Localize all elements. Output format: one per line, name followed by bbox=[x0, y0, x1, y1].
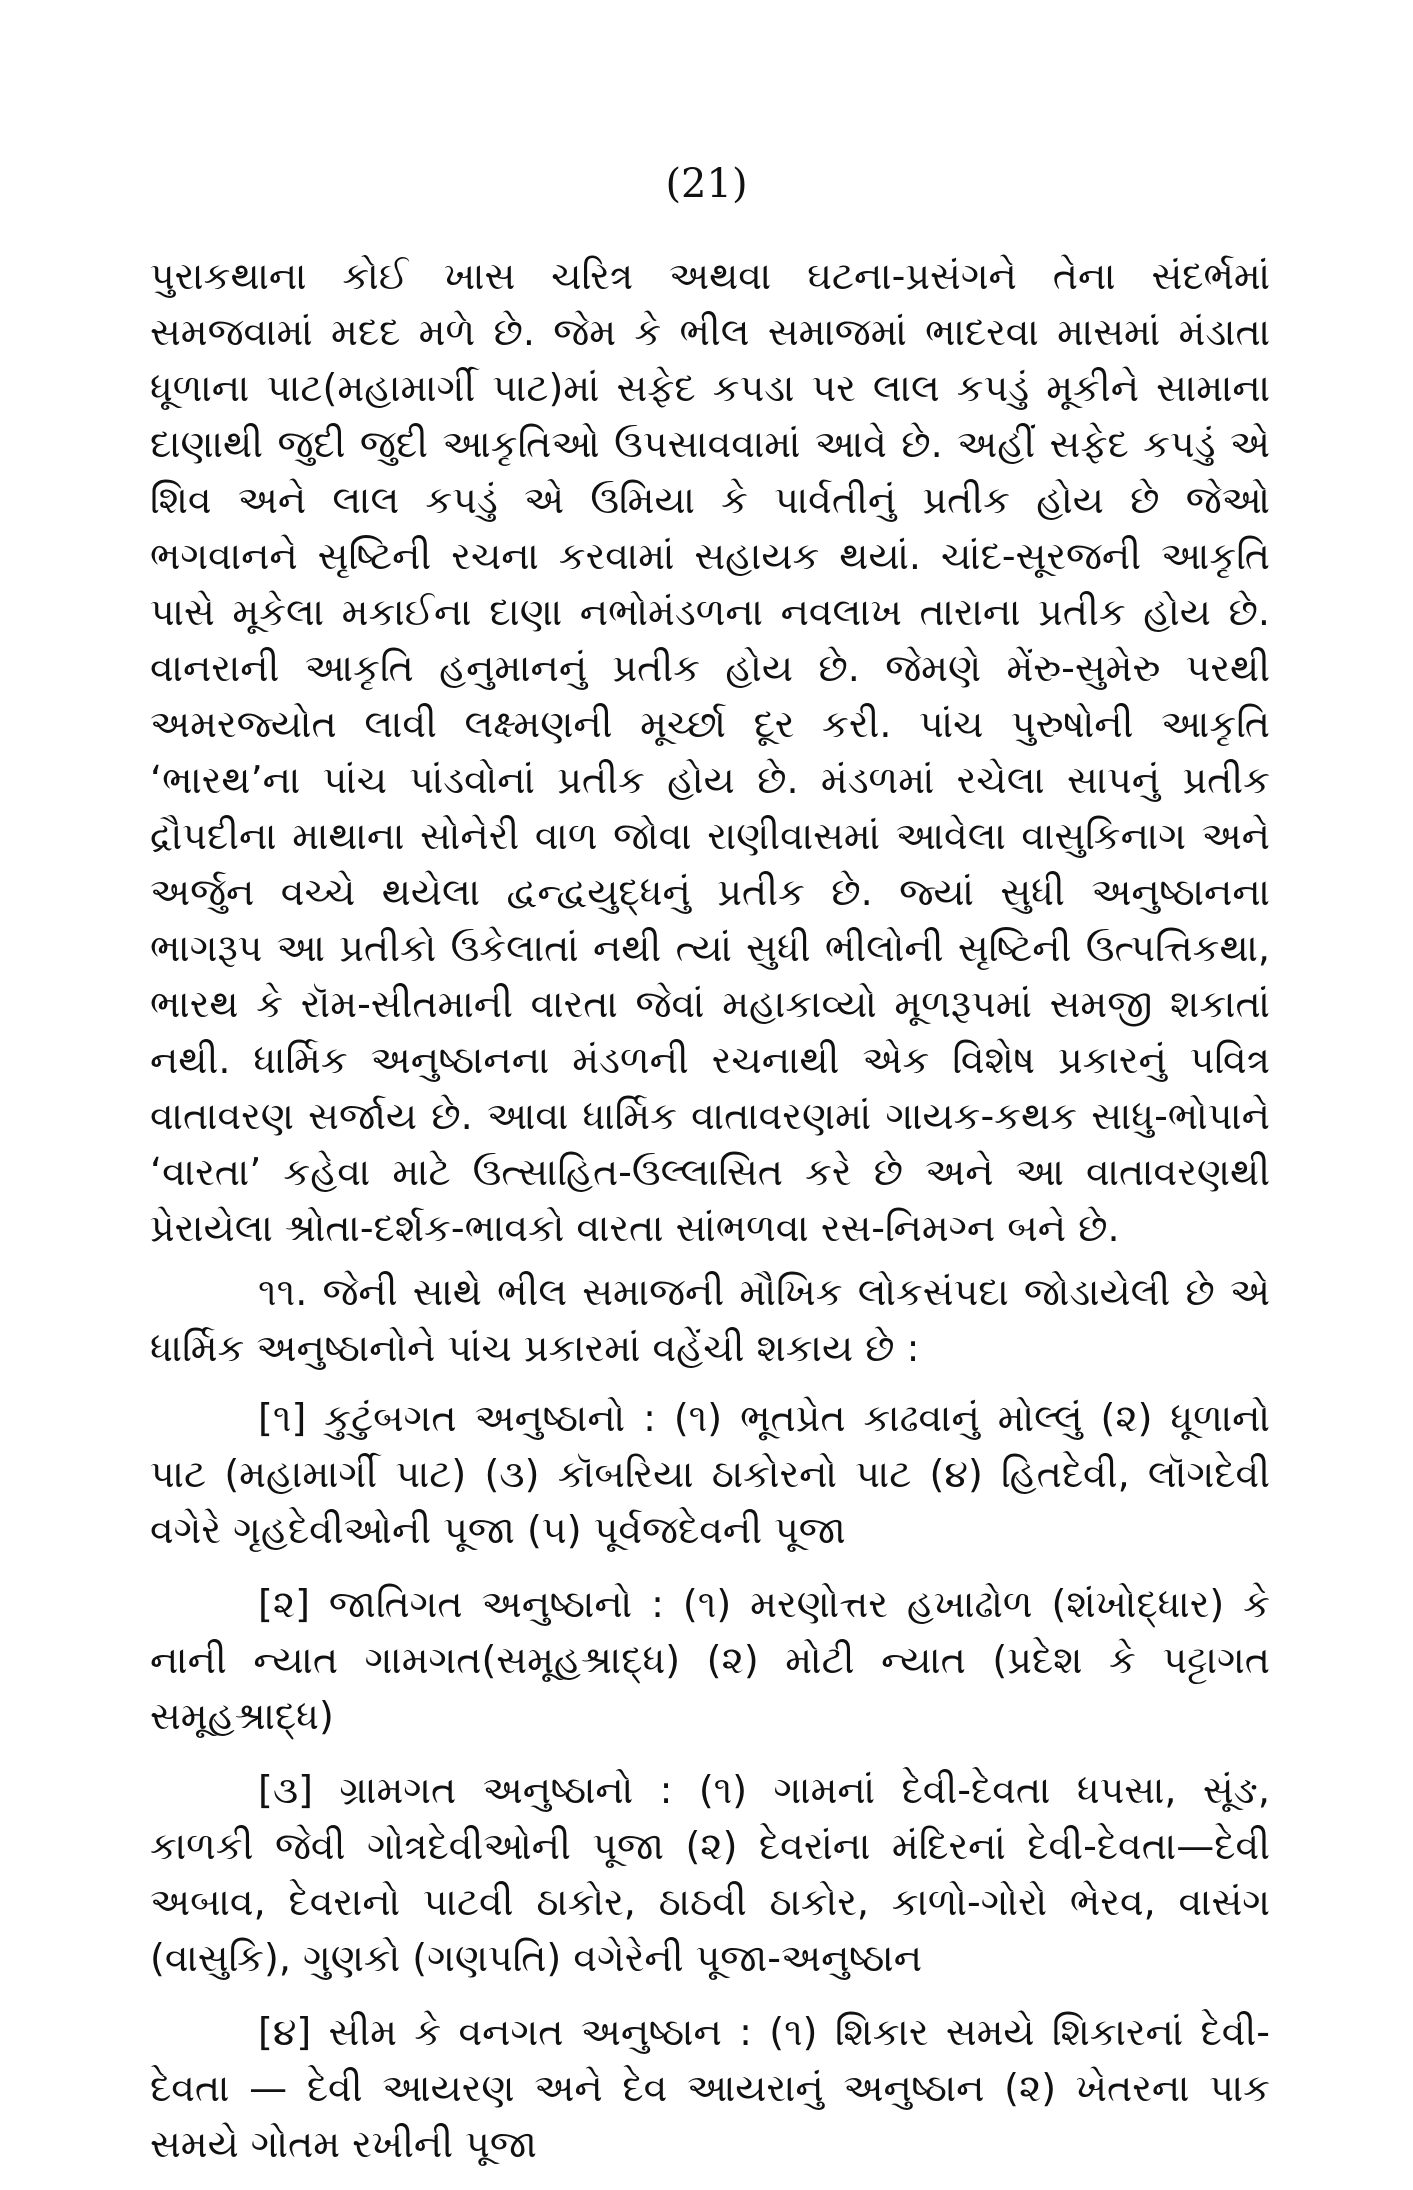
page-body bbox=[150, 248, 1270, 2190]
list-item-family-rituals: [૧] કુટુંબગત અનુષ્ઠાનો : (૧) ભૂતપ્રેત કાઢવાનું મોલ્લું (૨) ધૂળાનો પાટ (મહામાર્ગી પાટ) (૩) કૉબરિયા ઠાકોરનો પાટ (૪) હિતદેવી, લૉગદેવી વગેરે ગૃહદેવીઓની પૂજા (૫) પૂર્વજદેવની પૂજા bbox=[150, 1396, 1270, 1552]
list-item-village-rituals: [૩] ગ્રામગત અનુષ્ઠાનો : (૧) ગામનાં દેવી-દેવતા ધપસા, સૂંઙ, કાળકી જેવી ગોત્રદેવીઓની પૂજા (૨) દેવરાંના મંદિરનાં દેવી-દેવતા—દેવી અબાવ, દેવરાનો પાટવી ઠાકોર, ઠાઠવી ઠાકોર, કાળો-ગોરો ભેરવ, વાસંગ (વાસુકિ), ગુણકો (ગણપતિ) વગેરેની પૂજા-અનુષ્ઠાન bbox=[150, 1768, 1270, 1980]
intro-paragraph: પુરાકથાના કોઈ ખાસ ચરિત્ર અથવા ઘટના-પ્રસંગને તેના સંદર્ભમાં સમજવામાં મદદ મળે છે. જેમ કે ભીલ સમાજમાં ભાદરવા માસમાં મંડાતા ધૂળાના પાટ(મહામાર્ગી પાટ)માં સફેદ કપડા પર લાલ કપડું મૂકીને સામાના દાણાથી જુદી જુદી આકૃતિઓ ઉપસાવવામાં આવે છે. અહીં સફેદ કપડું એ શિવ અને લાલ કપડું એ ઉમિયા કે પાર્વતીનું પ્રતીક હોય છે જેઓ ભગવાનને સૃષ્ટિની રચના કરવામાં સહાયક થયાં. ચાંદ-સૂરજની આકૃતિ પાસે મૂકેલા મકાઈના દાણા નભોમંડળના નવલાખ તારાના પ્રતીક હોય છે. વાનરાની આકૃતિ હનુમાનનું પ્રતીક હોય છે. જેમણે મેંરુ-સુમેરુ પરથી અમરજ્યોત લાવી લક્ષ્મણની મૂર્ચ્છા દૂર કરી. પાંચ પુરુષોની આકૃતિ ‘ભારથ’ના પાંચ પાંડવોનાં પ્રતીક હોય છે. મંડળમાં રચેલા સાપનું પ્રતીક દ્રૌપદીના માથાના સોનેરી વાળ જોવા રાણીવાસમાં આવેલા વાસુકિનાગ અને અર્જુન વચ્ચે થયેલા દ્વન્દ્વયુદ્ધનું પ્રતીક છે. જ્યાં સુધી અનુષ્ઠાનના ભાગરૂપ આ પ્રતીકો ઉકેલાતાં નથી ત્યાં સુધી ભીલોની સૃષ્ટિની ઉત્પત્તિકથા, ભારથ કે રૉમ-સીતમાની વારતા જેવાં મહાકાવ્યો મૂળરૂપમાં સમજી શકાતાં નથી. ધાર્મિક અનુષ્ઠાનના મંડળની રચનાથી એક વિશેષ પ્રકારનું પવિત્ર વાતાવરણ સર્જાય છે. આવા ધાર્મિક વાતાવરણમાં ગાયક-કથક સાધુ-ભોપાને ‘વારતા’ કહેવા માટે ઉત્સાહિત-ઉલ્લાસિત કરે છે અને આ વાતાવરણથી પ્રેરાયેલા શ્રોતા-દર્શક-ભાવકો વારતા સાંભળવા રસ-નિમગ્ન બને છે. bbox=[150, 254, 1270, 1250]
section-lead-paragraph: ૧૧. જેની સાથે ભીલ સમાજની મૌખિક લોકસંપદા જોડાયેલી છે એ ધાર્મિક અનુષ્ઠાનોને પાંચ પ્રકારમાં વહેંચી શકાય છે : bbox=[150, 1270, 1270, 1370]
page-number: (21) bbox=[665, 161, 748, 207]
list-item-caste-rituals: [૨] જાતિગત અનુષ્ઠાનો : (૧) મરણોત્તર હખાઢોળ (શંખોદ્ધાર) કે નાની ન્યાત ગામગત(સમૂહશ્રાદ્ધ) (૨) મોટી ન્યાત (પ્રદેશ કે પટ્ટાગત સમૂહશ્રાદ્ધ) bbox=[150, 1582, 1270, 1738]
list-item-forest-rituals: [૪] સીમ કે વનગત અનુષ્ઠાન : (૧) શિકાર સમયે શિકારનાં દેવી-દેવતા — દેવી આયરણ અને દેવ આયરાનું અનુષ્ઠાન (૨) ખેતરના પાક સમયે ગોતમ રખીની પૂજા bbox=[150, 2010, 1270, 2166]
